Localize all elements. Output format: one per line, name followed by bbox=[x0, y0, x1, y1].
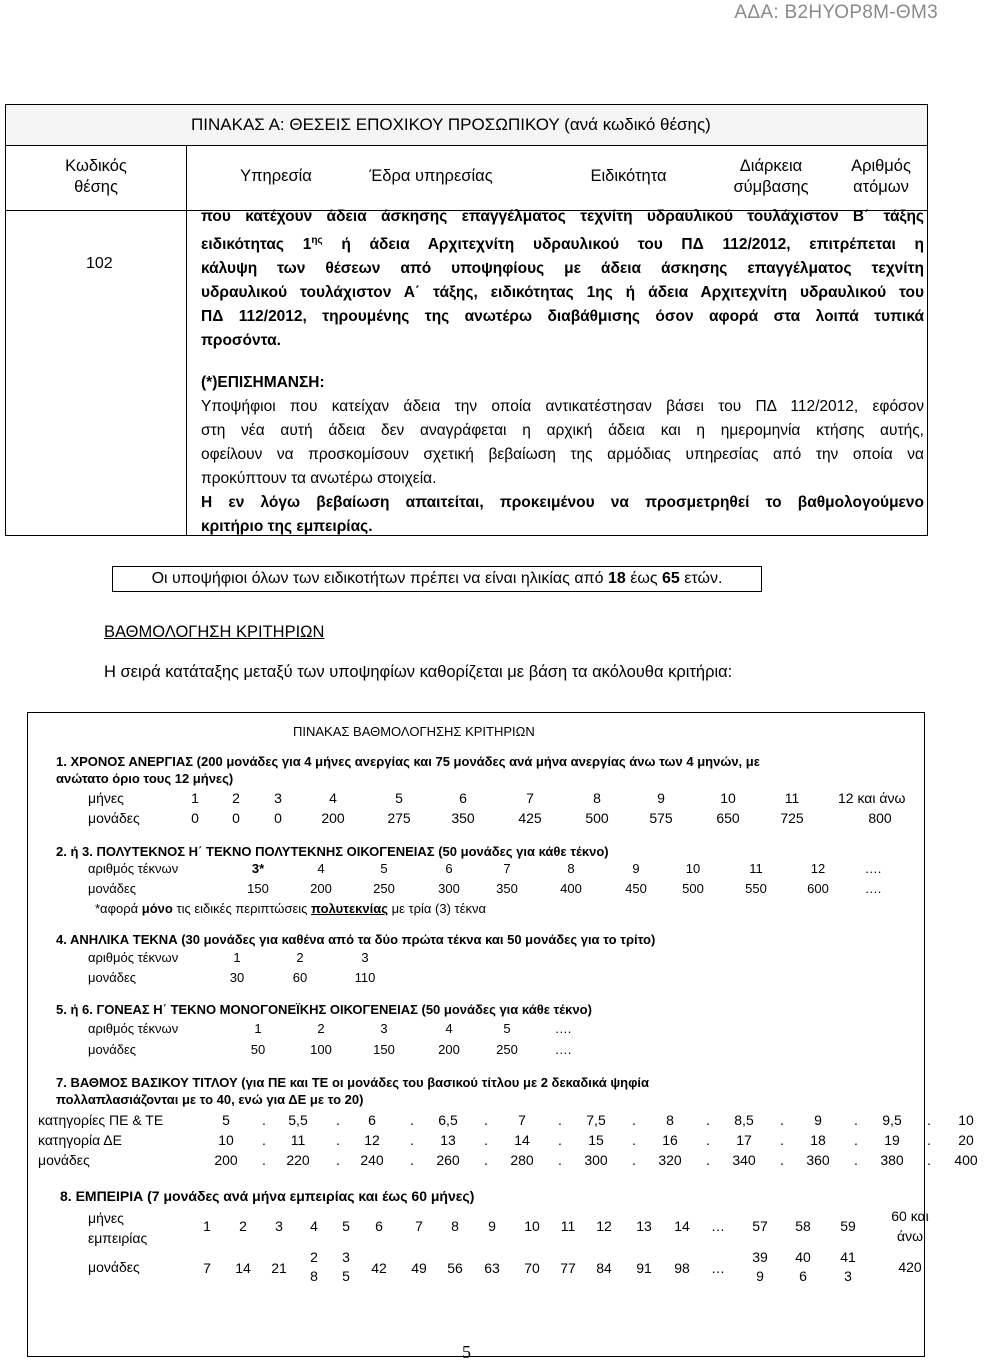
s1-points-cell: 500 bbox=[585, 810, 609, 826]
s8-month-cell: 8 bbox=[451, 1218, 459, 1234]
col-duration: Διάρκεια σύμβασης bbox=[733, 157, 809, 196]
s7-pe-cell: . bbox=[854, 1112, 858, 1128]
s1-points-cell: 350 bbox=[451, 810, 475, 826]
s5-points-cell: 50 bbox=[250, 1042, 266, 1057]
s8-points-cell: 84 bbox=[596, 1260, 612, 1276]
s8-points-cell: 98 bbox=[674, 1260, 690, 1276]
s1-points-cell: 0 bbox=[232, 810, 240, 826]
scoring-table-title: ΠΙΝΑΚΑΣ ΒΑΘΜΟΛΟΓΗΣΗΣ ΚΡΙΤΗΡΙΩΝ bbox=[293, 724, 535, 739]
s7-pe-cell: . bbox=[558, 1112, 562, 1128]
s8-points-cell: 41 3 bbox=[840, 1249, 856, 1284]
s7-de-cell: 10 bbox=[218, 1132, 234, 1148]
s8-month-cell: 5 bbox=[342, 1218, 350, 1234]
s7-de-cell: 20 bbox=[958, 1132, 974, 1148]
s7-de-cell: 11 bbox=[290, 1132, 306, 1148]
s1-points-cell: 800 bbox=[868, 810, 892, 826]
s1-month-cell: 1 bbox=[191, 790, 199, 806]
s1-points-cell: 200 bbox=[321, 810, 345, 826]
s8-points-cell: 2 8 bbox=[310, 1249, 318, 1284]
s5-points-cell: 100 bbox=[310, 1042, 332, 1057]
s7-de-cell: . bbox=[484, 1132, 488, 1148]
s7-de-cell: . bbox=[262, 1132, 266, 1148]
s2-points-cell: …. bbox=[864, 881, 882, 896]
s5-points-label: μονάδες bbox=[88, 1042, 137, 1057]
s2-note: *αφορά μόνο τις ειδικές περιπτώσεις πολυτεκνίας με τρία (3) τέκνα bbox=[95, 901, 487, 916]
s7-points-cell: . bbox=[632, 1152, 636, 1168]
s8-month-cell: 14 bbox=[674, 1218, 690, 1234]
s1-points-cell: 0 bbox=[274, 810, 282, 826]
s7-pe-cell: . bbox=[632, 1112, 636, 1128]
s8-points-cell: 42 bbox=[371, 1260, 387, 1276]
s1-month-cell: 10 bbox=[720, 790, 736, 806]
s2-children-label: αριθμός τέκνων bbox=[88, 861, 179, 876]
col-specialty: Ειδικότητα bbox=[590, 167, 667, 185]
s2-points-label: μονάδες bbox=[88, 881, 137, 896]
s7-pe-cell: 6 bbox=[368, 1112, 376, 1128]
position-code: 102 bbox=[86, 255, 113, 272]
s7-de-cell: . bbox=[558, 1132, 562, 1148]
s8-months-last: 60 και άνω bbox=[891, 1208, 929, 1244]
s7-pe-cell: 8 bbox=[666, 1112, 674, 1128]
s7-de-cell: . bbox=[336, 1132, 340, 1148]
s7-points-cell: . bbox=[262, 1152, 266, 1168]
s5-child-cell: 4 bbox=[445, 1021, 453, 1036]
s1-month-cell: 8 bbox=[593, 790, 601, 806]
s8-points-last: 420 bbox=[898, 1259, 922, 1275]
s7-de-cell: 16 bbox=[662, 1132, 678, 1148]
s7-points-cell: . bbox=[484, 1152, 488, 1168]
s7-points-cell: . bbox=[336, 1152, 340, 1168]
s7-pe-cell: 5,5 bbox=[288, 1112, 308, 1128]
positions-table-header bbox=[6, 146, 927, 211]
s8-points-cell: 49 bbox=[411, 1260, 427, 1276]
s1-month-cell: 4 bbox=[329, 790, 337, 806]
s7-de-label: κατηγορία ΔΕ bbox=[38, 1132, 122, 1148]
s1-month-cell: 5 bbox=[395, 790, 403, 806]
note-block bbox=[201, 371, 924, 539]
s4-child-cell: 2 bbox=[296, 950, 304, 965]
s5-points-cell: …. bbox=[554, 1042, 572, 1057]
s7-points-cell: 280 bbox=[510, 1152, 534, 1168]
s8-points-cell: 77 bbox=[560, 1260, 576, 1276]
s4-child-cell: 3 bbox=[361, 950, 369, 965]
s2-title: 2. ή 3. ΠΟΛΥΤΕΚΝΟΣ Η΄ ΤΕΚΝΟ ΠΟΛΥΤΕΚΝΗΣ ΟΙΚΟΓΕΝΕΙΑΣ (50 μονάδες για κάθε τέκνο) bbox=[56, 844, 609, 859]
s7-pe-cell: . bbox=[336, 1112, 340, 1128]
s5-child-cell: 5 bbox=[503, 1021, 511, 1036]
page-number: 5 bbox=[462, 1342, 471, 1362]
s1-points-cell: 425 bbox=[518, 810, 542, 826]
s2-child-cell: 4 bbox=[317, 861, 325, 876]
note-bold-line: κριτήριο της εμπειρίας. bbox=[201, 518, 373, 535]
note-bold-line: Η εν λόγω βεβαίωση απαιτείται, προκειμένου να προσμετρηθεί το βαθμολογούμενο bbox=[201, 494, 924, 511]
s2-child-cell: …. bbox=[864, 861, 882, 876]
s7-points-cell: . bbox=[927, 1152, 931, 1168]
s1-points-cell: 0 bbox=[191, 810, 199, 826]
s2-points-cell: 450 bbox=[625, 881, 647, 896]
s7-de-cell: 19 bbox=[884, 1132, 900, 1148]
s5-child-cell: 3 bbox=[380, 1021, 388, 1036]
s7-pe-cell: 9,5 bbox=[882, 1112, 902, 1128]
s8-month-cell: 2 bbox=[239, 1218, 247, 1234]
positions-table-title-row bbox=[6, 105, 927, 146]
s7-points-cell: 380 bbox=[880, 1152, 904, 1168]
s5-points-cell: 150 bbox=[373, 1042, 395, 1057]
s1-month-cell: 12 και άνω bbox=[838, 790, 906, 806]
s7-pe-cell: 7 bbox=[518, 1112, 526, 1128]
s7-points-cell: . bbox=[410, 1152, 414, 1168]
s8-month-cell: 3 bbox=[275, 1218, 283, 1234]
s8-month-cell: 13 bbox=[636, 1218, 652, 1234]
s7-de-cell: . bbox=[780, 1132, 784, 1148]
s2-points-cell: 600 bbox=[807, 881, 829, 896]
s7-pe-cell: . bbox=[262, 1112, 266, 1128]
positions-table-title: ΠΙΝΑΚΑΣ Α: ΘΕΣΕΙΣ ΕΠΟΧΙΚΟΥ ΠΡΟΣΩΠΙΚΟΥ (ανά κωδικό θέσης) bbox=[191, 115, 711, 134]
s1-points-cell: 725 bbox=[780, 810, 804, 826]
s7-pe-cell: 8,5 bbox=[734, 1112, 754, 1128]
s2-points-cell: 300 bbox=[438, 881, 460, 896]
s4-children-label: αριθμός τέκνων bbox=[88, 950, 179, 965]
s1-month-cell: 11 bbox=[784, 790, 800, 806]
positions-table bbox=[5, 104, 928, 536]
s2-child-cell: 11 bbox=[749, 861, 763, 876]
s5-children-label: αριθμός τέκνων bbox=[88, 1021, 179, 1036]
s7-pe-cell: . bbox=[780, 1112, 784, 1128]
s7-pe-cell: . bbox=[484, 1112, 488, 1128]
s2-child-cell: 7 bbox=[503, 861, 511, 876]
s7-de-cell: 15 bbox=[588, 1132, 604, 1148]
s2-child-cell: 3* bbox=[251, 861, 265, 876]
s8-points-cell: 91 bbox=[636, 1260, 652, 1276]
s8-month-cell: 1 bbox=[203, 1218, 211, 1234]
s2-points-cell: 250 bbox=[373, 881, 395, 896]
s8-month-cell: 7 bbox=[415, 1218, 423, 1234]
s7-pe-cell: 5 bbox=[222, 1112, 230, 1128]
s8-points-cell: 70 bbox=[524, 1260, 540, 1276]
s4-points-cell: 60 bbox=[292, 970, 308, 985]
s7-de-cell: 17 bbox=[736, 1132, 752, 1148]
s7-points-cell: . bbox=[558, 1152, 562, 1168]
s7-de-cell: . bbox=[927, 1132, 931, 1148]
s7-pe-cell: 6,5 bbox=[438, 1112, 458, 1128]
s1-title: 1. ΧΡΟΝΟΣ ΑΝΕΡΓΙΑΣ (200 μονάδες για 4 μήνες ανεργίας και 75 μονάδες ανά μήνα ανεργίας άνω των 4 μηνών, με bbox=[56, 754, 760, 769]
col-persons: Αριθμός ατόμων bbox=[851, 157, 911, 196]
s8-points-cell: … bbox=[711, 1260, 725, 1276]
s1-month-cell: 9 bbox=[657, 790, 665, 806]
s7-pe-label: κατηγορίες ΠΕ & ΤΕ bbox=[38, 1112, 164, 1128]
note-line: προκύπτουν τα ανωτέρω στοιχεία. bbox=[201, 470, 437, 487]
col-service: Υπηρεσία bbox=[240, 167, 312, 185]
s8-months-label: μήνες εμπειρίας bbox=[88, 1210, 148, 1246]
s1-points-cell: 575 bbox=[649, 810, 673, 826]
s2-child-cell: 5 bbox=[380, 861, 388, 876]
col-seat: Έδρα υπηρεσίας bbox=[369, 167, 493, 185]
s8-month-cell: 58 bbox=[795, 1218, 811, 1234]
s8-points-cell: 7 bbox=[203, 1260, 211, 1276]
s4-points-cell: 110 bbox=[354, 970, 376, 985]
s8-month-cell: 12 bbox=[596, 1218, 612, 1234]
s2-points-cell: 550 bbox=[745, 881, 767, 896]
s7-points-cell: 340 bbox=[732, 1152, 756, 1168]
s4-points-cell: 30 bbox=[229, 970, 245, 985]
s1-month-cell: 2 bbox=[232, 790, 240, 806]
s8-points-cell: 3 5 bbox=[342, 1249, 350, 1284]
s2-child-cell: 12 bbox=[810, 861, 826, 876]
s7-points-cell: . bbox=[706, 1152, 710, 1168]
s2-points-cell: 200 bbox=[310, 881, 332, 896]
s7-points-cell: . bbox=[854, 1152, 858, 1168]
s5-child-cell: 2 bbox=[317, 1021, 325, 1036]
s8-points-cell: 14 bbox=[235, 1260, 251, 1276]
s4-title: 4. ΑΝΗΛΙΚΑ ΤΕΚΝΑ (30 μονάδες για καθένα από τα δύο πρώτα τέκνα και 50 μονάδες για το τρίτο) bbox=[56, 932, 656, 947]
s2-child-cell: 6 bbox=[445, 861, 453, 876]
note-title: (*)ΕΠΙΣΗΜΑΝΣΗ: bbox=[201, 374, 325, 391]
s7-points-cell: 320 bbox=[658, 1152, 682, 1168]
s2-points-cell: 400 bbox=[560, 881, 582, 896]
criteria-intro: Η σειρά κατάταξης μεταξύ των υποψηφίων καθορίζεται με βάση τα ακόλουθα κριτήρια: bbox=[104, 663, 733, 681]
s8-month-cell: 59 bbox=[840, 1218, 856, 1234]
s8-month-cell: 11 bbox=[560, 1218, 576, 1234]
s7-pe-cell: . bbox=[410, 1112, 414, 1128]
s1-points-cell: 650 bbox=[716, 810, 740, 826]
s5-points-cell: 250 bbox=[496, 1042, 518, 1057]
criteria-heading: ΒΑΘΜΟΛΟΓΗΣΗ ΚΡΙΤΗΡΙΩΝ bbox=[104, 623, 325, 641]
s2-child-cell: 10 bbox=[685, 861, 701, 876]
col-code: Κωδικός θέσης bbox=[65, 157, 127, 196]
s7-de-cell: . bbox=[854, 1132, 858, 1148]
s7-points-label: μονάδες bbox=[38, 1152, 90, 1168]
note-line: οφείλουν να προσκομίσουν σχετική βεβαίωση της αρμόδιας υπηρεσίας από την οποία να bbox=[201, 446, 924, 463]
s2-child-cell: 8 bbox=[567, 861, 575, 876]
s8-points-cell: 40 6 bbox=[795, 1249, 811, 1284]
s8-month-cell: 6 bbox=[375, 1218, 383, 1234]
s1-points-cell: 275 bbox=[387, 810, 411, 826]
s2-child-cell: 9 bbox=[632, 861, 640, 876]
s7-pe-cell: 7,5 bbox=[586, 1112, 606, 1128]
s7-points-cell: 300 bbox=[584, 1152, 608, 1168]
s7-de-cell: 14 bbox=[514, 1132, 530, 1148]
s5-child-cell: …. bbox=[554, 1021, 572, 1036]
s5-points-cell: 200 bbox=[438, 1042, 460, 1057]
note-line: στη νέα αυτή άδεια δεν αναγράφεται η αρχική άδεια και η ημερομηνία κτήσης αυτής, bbox=[201, 422, 924, 439]
ada-code: ΑΔΑ: Β2ΗΥΟΡ8Μ-ΘΜ3 bbox=[734, 2, 938, 23]
s8-points-cell: 39 9 bbox=[752, 1249, 768, 1284]
s4-points-label: μονάδες bbox=[88, 970, 137, 985]
s7-points-cell: . bbox=[780, 1152, 784, 1168]
s8-points-cell: 21 bbox=[271, 1260, 287, 1276]
s8-points-label: μονάδες bbox=[88, 1259, 140, 1275]
s7-pe-cell: . bbox=[706, 1112, 710, 1128]
s7-title: 7. ΒΑΘΜΟΣ ΒΑΣΙΚΟΥ ΤΙΤΛΟΥ (για ΠΕ και ΤΕ οι μονάδες του βασικού τίτλου με 2 δεκαδικά ψηφία bbox=[56, 1075, 649, 1090]
s7-de-cell: 12 bbox=[364, 1132, 380, 1148]
s8-month-cell: 10 bbox=[524, 1218, 540, 1234]
s7-de-cell: . bbox=[410, 1132, 414, 1148]
s8-title: 8. ΕΜΠΕΙΡΙΑ (7 μονάδες ανά μήνα εμπειρίας και έως 60 μήνες) bbox=[60, 1188, 475, 1204]
s7-de-cell: 13 bbox=[440, 1132, 456, 1148]
s1-months-label: μήνες bbox=[88, 790, 124, 806]
s8-points-cell: 56 bbox=[447, 1260, 463, 1276]
s8-month-cell: 4 bbox=[310, 1218, 318, 1234]
s7-pe-cell: 10 bbox=[958, 1112, 974, 1128]
s7-points-cell: 240 bbox=[360, 1152, 384, 1168]
s7-points-cell: 400 bbox=[954, 1152, 978, 1168]
s7-points-cell: 200 bbox=[214, 1152, 238, 1168]
s1-month-cell: 3 bbox=[274, 790, 282, 806]
column-divider bbox=[186, 146, 187, 535]
s7-pe-cell: 9 bbox=[814, 1112, 822, 1128]
age-requirement-box: Οι υποψήφιοι όλων των ειδικοτήτων πρέπει να είναι ηλικίας από 18 έως 65 ετών. bbox=[112, 566, 762, 592]
s2-points-cell: 500 bbox=[682, 881, 704, 896]
s2-points-cell: 150 bbox=[247, 881, 269, 896]
specialty-description: που κατέχουν άδεια άσκησης επαγγέλματος τεχνίτη υδραυλικού τουλάχιστον Β΄ τάξης ειδικότητας $1^{\eta\varsigma}$ ή άδεια Αρχιτεχνίτη υδραυλικού του ΠΔ 112/2012, επιτρέπεται η κάλυψη των θέσεων από υποψηφίους με άδεια άσκησης επαγγέλματος τεχνίτη υδραυλικού τουλάχιστον Α΄ τάξης, ειδικότητας 1ης ή άδεια Αρχιτεχνίτη υδραυλικού του ΠΔ 112/2012, τηρουμένης της ανωτέρω διαβάθμισης όσον αφορά στα λοιπά τυπικά προσόντα. bbox=[201, 208, 924, 350]
s4-child-cell: 1 bbox=[233, 950, 241, 965]
s7-points-cell: 260 bbox=[436, 1152, 460, 1168]
s7-points-cell: 220 bbox=[286, 1152, 310, 1168]
s5-child-cell: 1 bbox=[254, 1021, 262, 1036]
s7-title-cont: πολλαπλασιάζονται με το 40, ενώ για ΔΕ με το 20) bbox=[56, 1092, 364, 1107]
note-line: Υποψήφιοι που κατείχαν άδεια την οποία αντικατέστησαν βάσει του ΠΔ 112/2012, εφόσον bbox=[201, 398, 924, 415]
s8-month-cell: … bbox=[711, 1218, 725, 1234]
s7-de-cell: 18 bbox=[810, 1132, 826, 1148]
s7-pe-cell: . bbox=[927, 1112, 931, 1128]
s7-de-cell: . bbox=[632, 1132, 636, 1148]
s7-de-cell: . bbox=[706, 1132, 710, 1148]
s8-month-cell: 9 bbox=[488, 1218, 496, 1234]
s7-points-cell: 360 bbox=[806, 1152, 830, 1168]
s1-month-cell: 6 bbox=[459, 790, 467, 806]
s5-title: 5. ή 6. ΓΟΝΕΑΣ Η΄ ΤΕΚΝΟ ΜΟΝΟΓΟΝΕΪΚΗΣ ΟΙΚΟΓΕΝΕΙΑΣ (50 μονάδες για κάθε τέκνο) bbox=[56, 1002, 592, 1017]
s8-month-cell: 57 bbox=[752, 1218, 768, 1234]
s1-points-label: μονάδες bbox=[88, 810, 140, 826]
s1-month-cell: 7 bbox=[526, 790, 534, 806]
s1-title-cont: ανώτατο όριο τους 12 μήνες) bbox=[56, 771, 234, 786]
s8-points-cell: 63 bbox=[484, 1260, 500, 1276]
s2-points-cell: 350 bbox=[496, 881, 518, 896]
